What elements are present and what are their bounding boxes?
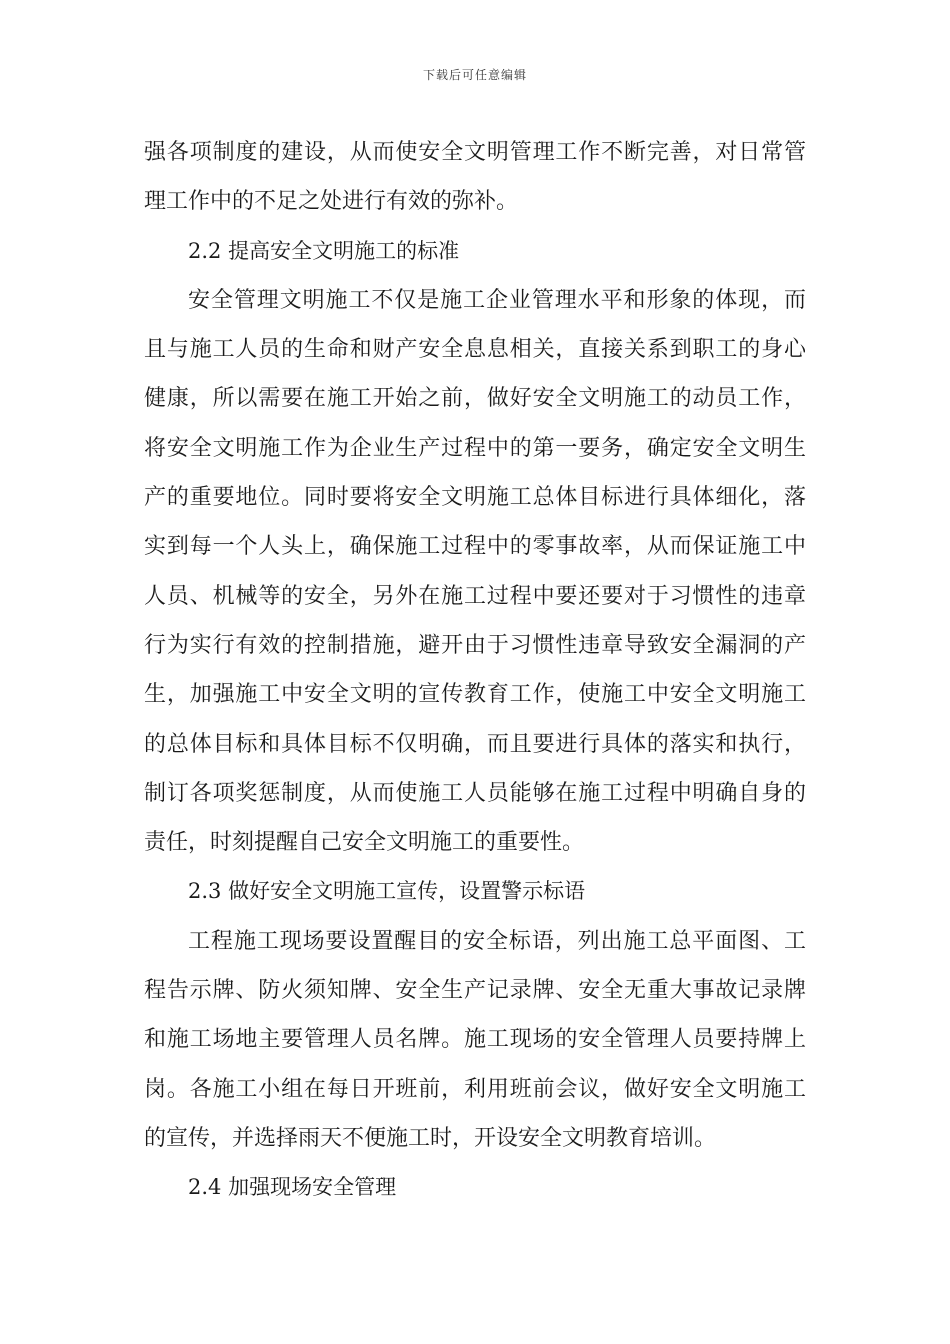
text-line: 人员、机械等的安全，另外在施工过程中要还要对于习惯性的违章	[144, 583, 806, 609]
text-line: 健康，所以需要在施工开始之前，做好安全文明施工的动员工作，	[144, 386, 806, 412]
text-line: 将安全文明施工作为企业生产过程中的第一要务，确定安全文明生	[144, 435, 806, 461]
text-line: 岗。各施工小组在每日开班前，利用班前会议，做好安全文明施工	[144, 1076, 806, 1102]
text-line: 理工作中的不足之处进行有效的弥补。	[144, 189, 519, 215]
text-line: 的宣传，并选择雨天不便施工时，开设安全文明教育培训。	[144, 1125, 717, 1151]
section-heading: 2.3 做好安全文明施工宣传，设置警示标语	[188, 879, 586, 904]
section-heading: 2.4 加强现场安全管理	[188, 1175, 397, 1200]
text-line: 责任，时刻提醒自己安全文明施工的重要性。	[144, 830, 585, 856]
text-line: 强各项制度的建设，从而使安全文明管理工作不断完善，对日常管	[144, 140, 806, 165]
text-line: 工程施工现场要设置醒目的安全标语，列出施工总平面图、工	[188, 928, 806, 954]
document-body	[144, 128, 806, 1213]
page-header: 下载后可任意编辑	[422, 68, 527, 82]
text-line: 安全管理文明施工不仅是施工企业管理水平和形象的体现，而	[188, 287, 806, 313]
text-line: 行为实行有效的控制措施，避开由于习惯性违章导致安全漏洞的产	[144, 632, 806, 658]
text-line: 实到每一个人头上，确保施工过程中的零事故率，从而保证施工中	[144, 534, 806, 560]
text-line: 的总体目标和具体目标不仅明确，而且要进行具体的落实和执行，	[144, 731, 806, 757]
text-line: 和施工场地主要管理人员名牌。施工现场的安全管理人员要持牌上	[144, 1027, 806, 1053]
section-heading: 2.2 提高安全文明施工的标准	[188, 238, 460, 263]
text-line: 制订各项奖惩制度，从而使施工人员能够在施工过程中明确自身的	[144, 780, 806, 806]
text-line: 生，加强施工中安全文明的宣传教育工作，使施工中安全文明施工	[144, 682, 806, 708]
text-line: 产的重要地位。同时要将安全文明施工总体目标进行具体细化，落	[144, 485, 806, 511]
text-line: 程告示牌、防火须知牌、安全生产记录牌、安全无重大事故记录牌	[144, 978, 806, 1004]
text-line: 且与施工人员的生命和财产安全息息相关，直接关系到职工的身心	[144, 337, 806, 363]
